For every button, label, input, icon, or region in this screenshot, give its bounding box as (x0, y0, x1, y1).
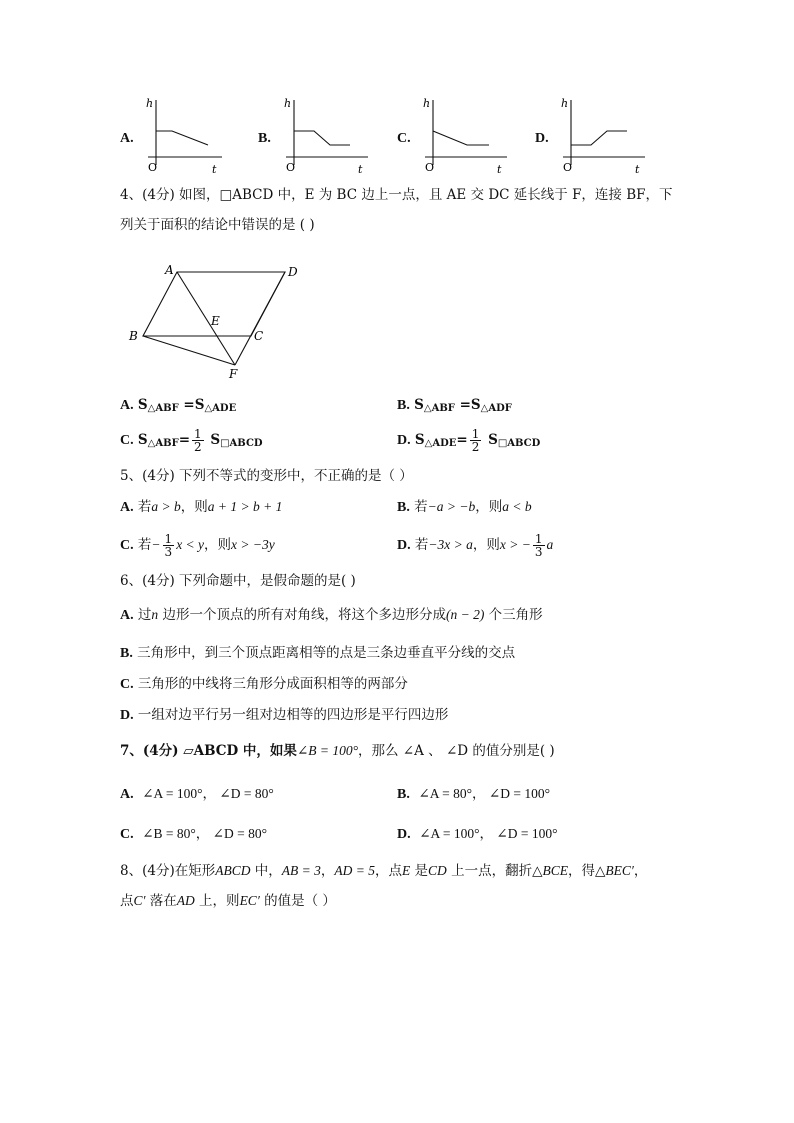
parallelogram-figure (125, 262, 315, 382)
option-label: C. (120, 677, 134, 692)
fraction: $\frac{1}{2}$ (471, 427, 480, 454)
q4-option-c[interactable]: C. $S_{\triangle ABF}=$ $\frac{1}{2}$ $S_{□ABCD}$ (120, 427, 263, 454)
q4-option-b[interactable]: B. $S_{\triangle ABF} =S_{\triangle ADF}$ (397, 397, 512, 414)
axis-x-label: t (358, 163, 363, 176)
q5-option-c[interactable]: C. 若− $\frac{1}{3}$ x < y，则x > −3y (120, 532, 275, 559)
option-label: B. (397, 500, 410, 515)
fraction: $\frac{1}{2}$ (194, 427, 202, 454)
axis-x-label: t (635, 163, 640, 176)
q6-stem: 6、(4分) 下列命题中，是假命题的是( ) (120, 573, 356, 589)
q7-stem: 7、(4分) ▱ABCD 中，如果∠B = 100°，那么 ∠A 、 ∠D 的值分别是( ) (120, 743, 555, 759)
label-d: D (288, 265, 298, 279)
graph-d (557, 95, 647, 180)
q8-stem-line2: 点C′ 落在AD 上，则EC′ 的值是（ ） (120, 893, 336, 909)
q4-option-a[interactable]: A. $S_{\triangle ABF} =S_{\triangle ADE}$ (120, 397, 237, 414)
fraction: $\frac{1}{3}$ (164, 532, 173, 559)
origin-label: O (563, 161, 573, 174)
q4-stem-line1: 4、(4分) 如图，□ABCD 中，E 为 BC 边上一点，且 AE 交 DC 延长线于 F，连接 BF，下 (120, 187, 673, 203)
q3-option-a[interactable] (120, 95, 240, 185)
option-label: A. (120, 787, 134, 802)
option-label: C. (120, 827, 134, 842)
option-label: D. (397, 538, 411, 553)
graph-c (419, 95, 509, 180)
option-label: A. (120, 398, 134, 413)
label-a: A (165, 263, 174, 277)
option-label: D. (120, 708, 134, 723)
label-f: F (229, 367, 238, 381)
q6-option-b[interactable]: B. 三角形中，到三个顶点距离相等的点是三条边垂直平分线的交点 (120, 645, 516, 661)
label-b: B (129, 329, 138, 343)
q5-option-a[interactable]: A. 若a > b，则a + 1 > b + 1 (120, 499, 283, 515)
q8-stem-line1: 8、(4分)在矩形ABCD 中，AB = 3，AD = 5，点E 是CD 上一点，翻折△BCE，得△BEC′， (120, 863, 648, 879)
axis-y-label: h (423, 97, 431, 110)
option-label: A. (120, 131, 134, 146)
q7-option-d[interactable]: D. ∠A = 100°， ∠D = 100° (397, 826, 558, 842)
option-label: D. (397, 433, 411, 448)
q5-stem: 5、(4分) 下列不等式的变形中，不正确的是（ ） (120, 468, 413, 484)
q7-option-c[interactable]: C. ∠B = 80°， ∠D = 80° (120, 826, 267, 842)
origin-label: O (286, 161, 296, 174)
option-label: B. (120, 646, 133, 661)
q3-option-d[interactable] (535, 95, 655, 185)
option-label: B. (397, 398, 410, 413)
axis-y-label: h (146, 97, 154, 110)
graph-b (280, 95, 370, 180)
option-label: C. (397, 131, 411, 146)
label-c: C (254, 329, 264, 343)
label-e: E (211, 314, 220, 328)
q6-option-a[interactable]: A. 过n 边形一个顶点的所有对角线，将这个多边形分成(n − 2) 个三角形 (120, 607, 543, 623)
q7-option-a[interactable]: A. ∠A = 100°， ∠D = 80° (120, 786, 274, 802)
option-label: B. (397, 787, 410, 802)
q3-option-b[interactable] (258, 95, 378, 185)
option-label: D. (535, 131, 549, 146)
option-label: A. (120, 608, 134, 623)
option-label: A. (120, 500, 134, 515)
axis-x-label: t (497, 163, 502, 176)
option-label: B. (258, 131, 271, 146)
q6-option-d[interactable]: D. 一组对边平行另一组对边相等的四边形是平行四边形 (120, 707, 449, 723)
q5-option-b[interactable]: B. 若−a > −b，则a < b (397, 499, 532, 515)
axis-y-label: h (284, 97, 292, 110)
fraction: $\frac{1}{3}$ (534, 532, 543, 559)
axis-y-label: h (561, 97, 569, 110)
q6-option-c[interactable]: C. 三角形的中线将三角形分成面积相等的两部分 (120, 676, 408, 692)
graph-a (142, 95, 222, 180)
q4-option-d[interactable]: D. $S_{\triangle ADE}=$ $\frac{1}{2}$ $S_{□ABCD}$ (397, 427, 541, 454)
axis-x-label: t (212, 163, 217, 176)
option-label: C. (120, 433, 134, 448)
origin-label: O (148, 161, 158, 174)
option-label: C. (120, 538, 134, 553)
q3-option-c[interactable] (397, 95, 517, 185)
q5-option-d[interactable]: D. 若−3x > a，则x > − $\frac{1}{3}$ a (397, 532, 554, 559)
origin-label: O (425, 161, 435, 174)
option-label: D. (397, 827, 411, 842)
q4-stem-line2: 列关于面积的结论中错误的是 ( ) (120, 217, 315, 233)
q7-option-b[interactable]: B. ∠A = 80°， ∠D = 100° (397, 786, 550, 802)
